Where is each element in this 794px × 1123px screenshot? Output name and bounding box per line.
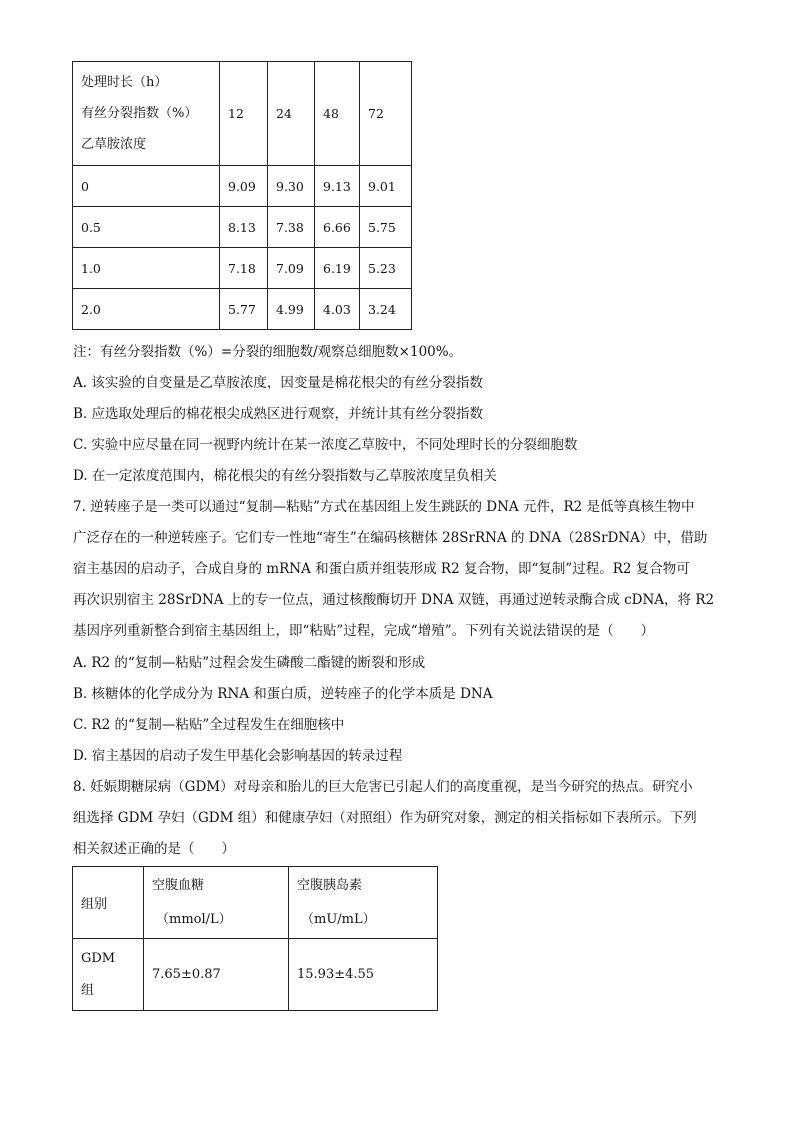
table-cell: 4.03	[315, 289, 360, 330]
table-cell: 4.99	[268, 289, 315, 330]
row-concentration: 0	[73, 166, 220, 207]
fasting-insulin-unit: （mU/mL）	[301, 911, 376, 927]
header-col-12: 12	[220, 62, 268, 166]
mitosis-index-table	[72, 61, 412, 330]
header-fasting-glucose	[144, 867, 289, 939]
q6-option-c: C. 实验中应尽量在同一视野内统计在某一浓度乙草胺中，不同处理时长的分裂细胞数	[73, 437, 578, 453]
row-concentration: 1.0	[73, 248, 220, 289]
table-row	[73, 166, 412, 207]
header-corner-cell	[73, 62, 220, 166]
table-cell: 6.66	[315, 207, 360, 248]
q6-option-b: B. 应选取处理后的棉花根尖成熟区进行观察，并统计其有丝分裂指数	[73, 406, 484, 422]
table-row	[73, 939, 438, 1011]
header-col-24: 24	[268, 62, 315, 166]
table-row	[73, 289, 412, 330]
table-cell: 9.13	[315, 166, 360, 207]
table-cell: 7.09	[268, 248, 315, 289]
q7-stem-line: 再次识别宿主 28SrDNA 上的专一位点，通过核酸酶切开 DNA 双链，再通过逆转录酶合成 cDNA，将 R2	[73, 592, 715, 608]
header-line-concentration: 乙草胺浓度	[81, 137, 147, 152]
table-cell: 5.23	[360, 248, 412, 289]
table-note: 注：有丝分裂指数（%）=分裂的细胞数/观察总细胞数×100%。	[73, 344, 463, 360]
table-row	[73, 207, 412, 248]
q8-stem-line: 组选择 GDM 孕妇（GDM 组）和健康孕妇（对照组）作为研究对象，测定的相关指标如下表所示。下列	[73, 810, 697, 826]
table-cell: 6.19	[315, 248, 360, 289]
q7-stem-line: 宿主基因的启动子，合成自身的 mRNA 和蛋白质并组装形成 R2 复合物，即“复制”过程。R2 复合物可	[73, 561, 690, 577]
q6-option-d: D. 在一定浓度范围内，棉花根尖的有丝分裂指数与乙草胺浓度呈负相关	[73, 468, 497, 484]
table-cell: 8.13	[220, 207, 268, 248]
q7-option-b: B. 核糖体的化学成分为 RNA 和蛋白质，逆转座子的化学本质是 DNA	[73, 686, 493, 702]
header-line-duration: 处理时长（h）	[81, 75, 168, 90]
q6-option-a: A. 该实验的自变量是乙草胺浓度，因变量是棉花根尖的有丝分裂指数	[73, 375, 483, 391]
fasting-glucose-unit: （mmol/L）	[156, 911, 232, 927]
q8-stem-line: 8. 妊娠期糖尿病（GDM）对母亲和胎儿的巨大危害已引起人们的高度重视，是当今研究的热点。研究小	[73, 779, 693, 795]
row-group-line2: 组	[81, 982, 95, 998]
q7-stem-line: 基因序列重新整合到宿主基因组上，即“粘贴”过程，完成“增殖”。下列有关说法错误的是（ ）	[73, 623, 655, 639]
table-cell: 5.75	[360, 207, 412, 248]
q7-stem-line: 广泛存在的一种逆转座子。它们专一性地“寄生”在编码核糖体 28SrRNA 的 DNA（28SrDNA）中，借助	[73, 530, 708, 546]
row-concentration: 2.0	[73, 289, 220, 330]
header-col-48: 48	[315, 62, 360, 166]
table-header-row	[73, 867, 438, 939]
table-header-row	[73, 62, 412, 166]
table-cell: 7.18	[220, 248, 268, 289]
table-cell: 5.77	[220, 289, 268, 330]
gdm-indicator-table	[72, 866, 438, 1011]
table-cell: 9.09	[220, 166, 268, 207]
table-cell: 3.24	[360, 289, 412, 330]
row-concentration: 0.5	[73, 207, 220, 248]
table-cell: 15.93±4.55	[289, 939, 438, 1011]
header-group: 组别	[73, 867, 144, 939]
header-col-72: 72	[360, 62, 412, 166]
q7-option-c: C. R2 的“复制—粘贴”全过程发生在细胞核中	[73, 717, 345, 733]
fasting-glucose-label: 空腹血糖	[152, 877, 205, 893]
row-group-line1: GDM	[81, 950, 116, 966]
table-row	[73, 248, 412, 289]
table-cell: 7.38	[268, 207, 315, 248]
table-cell: 9.30	[268, 166, 315, 207]
q7-option-d: D. 宿主基因的启动子发生甲基化会影响基因的转录过程	[73, 748, 403, 764]
q8-stem-line: 相关叙述正确的是（ ）	[73, 841, 235, 857]
row-group	[73, 939, 144, 1011]
table-cell: 9.01	[360, 166, 412, 207]
header-line-index: 有丝分裂指数（%）	[81, 106, 198, 121]
fasting-insulin-label: 空腹胰岛素	[297, 877, 363, 893]
table-cell: 7.65±0.87	[144, 939, 289, 1011]
header-fasting-insulin	[289, 867, 438, 939]
q7-stem-line: 7. 逆转座子是一类可以通过“复制—粘贴”方式在基因组上发生跳跃的 DNA 元件，R2 是低等真核生物中	[73, 499, 695, 515]
q7-option-a: A. R2 的“复制—粘贴”过程会发生磷酸二酯键的断裂和形成	[73, 655, 426, 671]
